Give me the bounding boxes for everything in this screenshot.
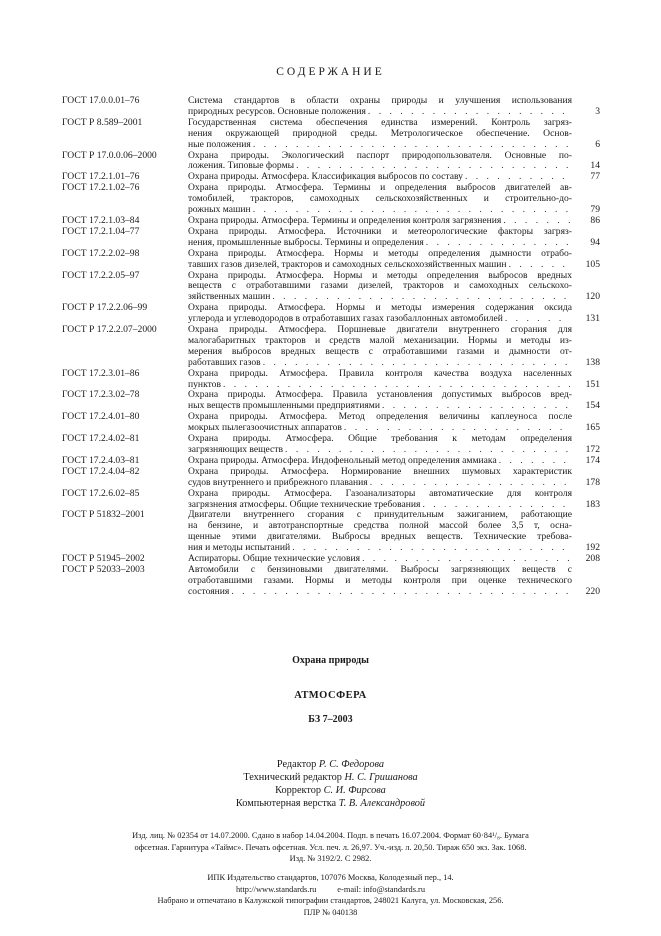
toc-entry <box>62 303 600 325</box>
toc-standard-code: ГОСТ 17.2.4.01–80 <box>62 411 140 423</box>
toc-page-number: 131 <box>585 313 600 325</box>
toc-title-line: Охрана природы. Атмосфера. Нормы и методы определения выбросов вредных <box>188 269 572 281</box>
toc-title-line: Охрана природы. Атмосфера. Правила установления допустимых выбросов вред- <box>188 389 572 401</box>
toc-page-number: 14 <box>590 160 600 172</box>
toc-title-text: углерода и углеводородов в отработавших газах газобаллонных автомобилей <box>188 313 503 325</box>
toc-title <box>188 434 572 456</box>
toc-title <box>188 390 572 412</box>
toc-title-line: щенные этими двигателями. Выбросы вредных веществ. Технические требова- <box>188 531 572 543</box>
collection-heading: АТМОСФЕРА <box>294 690 367 701</box>
toc-standard-code: ГОСТ Р 17.2.2.06–99 <box>62 302 148 314</box>
toc-title-line: Охрана природы. Атмосфера. Общие требования к методам определения <box>188 433 572 445</box>
toc-standard-code: ГОСТ 17.2.6.02–85 <box>62 487 140 499</box>
toc-entry <box>62 183 600 216</box>
toc-entry <box>62 151 600 173</box>
toc-standard-code: ГОСТ 17.2.4.02–81 <box>62 433 140 445</box>
toc-title-line: Охрана природы. Атмосфера. Нормирование внешних шумовых характеристик <box>188 465 572 477</box>
toc-title-text: зяйственных машин <box>188 291 271 303</box>
toc-title-text: природных ресурсов. Основные положения <box>188 105 366 117</box>
toc-title-text: Охрана природы. Атмосфера. Термины и определения контроля загрязнения <box>188 214 502 226</box>
toc-title <box>188 227 572 249</box>
toc-title-line: Государственная система обеспечения единства измерений. Контроль загряз- <box>188 116 572 128</box>
toc-standard-code: ГОСТ 17.2.1.04–77 <box>62 225 140 237</box>
credit-line <box>0 797 661 810</box>
toc-standard-code: ГОСТ Р 17.2.2.07–2000 <box>62 324 157 336</box>
toc-entry <box>62 412 600 434</box>
toc-page-number: 6 <box>595 138 600 150</box>
toc-title-line: Автомобили с бензиновыми двигателями. Выбросы загрязняющих веществ с <box>188 563 572 575</box>
toc-standard-code: ГОСТ 17.2.2.02–98 <box>62 247 140 259</box>
toc-entry <box>62 369 600 391</box>
toc-title-line: Охрана природы. Атмосфера. Нормы и методы измерения содержания оксида <box>188 302 572 314</box>
toc-title <box>188 96 572 118</box>
leader-dots <box>509 260 570 271</box>
toc-title <box>188 565 572 598</box>
credit-name: Р. С. Федорова <box>318 759 385 770</box>
toc-title-text: пунктов <box>188 378 221 390</box>
toc-title-line: Охрана природы. Экологический паспорт природопользователя. Основные по- <box>188 149 572 161</box>
toc-page-number: 165 <box>585 422 600 434</box>
credit-line <box>0 784 661 797</box>
toc-entry <box>62 467 600 489</box>
toc-title-line <box>188 260 572 271</box>
toc-entry <box>62 434 600 456</box>
publisher-line: http://www.standards.ru e-mail: info@standards.ru <box>235 884 426 894</box>
toc-standard-code: ГОСТ 17.2.2.05–97 <box>62 269 140 281</box>
toc-title-line: малогабаритных тракторов и средств малой механизации. Нормы и методы из- <box>188 334 572 346</box>
toc-title-text: нения, промышленные выбросы. Термины и определения <box>188 236 424 248</box>
toc-page-number: 154 <box>585 400 600 412</box>
toc-title-line: Система стандартов в области охраны природы и улучшения использования <box>188 95 572 106</box>
toc-title <box>188 369 572 391</box>
toc-standard-code: ГОСТ 17.2.1.02–76 <box>62 182 140 194</box>
toc-page-number: 138 <box>585 356 600 368</box>
toc-page-number: 208 <box>585 553 600 565</box>
toc-title-line: Охрана природы. Атмосфера. Газоанализаторы автоматические для контроля <box>188 487 572 499</box>
toc-standard-code: ГОСТ 17.2.1.01–76 <box>62 171 140 183</box>
toc-title-text: ложения. Типовые формы <box>188 160 295 172</box>
toc-standard-code: ГОСТ Р 17.0.0.06–2000 <box>62 149 157 161</box>
toc-title-line: отработавшими газами. Нормы и методы контроля при оценке технического <box>188 574 572 586</box>
toc-title-text: работавших газов <box>188 356 261 368</box>
toc-title-line: Двигатели внутреннего сгорания с принудительным зажиганием, работающие <box>188 509 572 521</box>
imprint-line: Изд. № 3192/2. С 2982. <box>289 854 372 863</box>
toc-title-text: ния и методы испытаний <box>188 542 291 554</box>
toc-title <box>188 467 572 489</box>
imprint-line: Изд. лиц. № 02354 от 14.07.2000. Сдано в набор 14.04.2004. Подп. в печать 16.07.2004. Формат 60·84¹/₈. Бумага <box>132 831 529 840</box>
section-title: Охрана природы <box>292 655 369 666</box>
credit-line <box>0 758 661 771</box>
toc-entry <box>62 227 600 249</box>
toc-title <box>188 151 572 173</box>
toc-page-number: 120 <box>585 291 600 303</box>
toc-title-line: Охрана природы. Атмосфера. Нормы и методы определения дымности отрабо- <box>188 247 572 259</box>
toc-entry <box>62 96 600 118</box>
toc-standard-code: ГОСТ Р 51945–2002 <box>62 553 145 565</box>
toc-page-number: 151 <box>585 378 600 390</box>
toc-entry <box>62 510 600 554</box>
toc-title-text: судов внутреннего и прибрежного плавания <box>188 476 368 488</box>
toc-entry <box>62 118 600 151</box>
credits-block <box>0 758 661 810</box>
toc-page-number: 192 <box>585 542 600 554</box>
toc-title-text: ных веществ промышленными предприятиями <box>188 400 380 412</box>
toc-page-number: 178 <box>585 476 600 488</box>
toc-title <box>188 510 572 554</box>
publisher-line: ИПК Издательство стандартов, 107076 Москва, Колодезный пер., 14. <box>207 873 454 882</box>
toc-standard-code: ГОСТ 17.2.4.03–81 <box>62 454 140 466</box>
toc-page-number: 105 <box>585 258 600 270</box>
toc-page-number: 77 <box>590 171 600 183</box>
toc-title-line: веществ с отработавшими газами дизелей, тракторов и самоходных сельскохо- <box>188 280 572 292</box>
toc-title-text: Аспираторы. Общие технические условия <box>188 553 361 565</box>
toc-title-line <box>188 478 572 489</box>
toc-standard-code: ГОСТ 17.2.3.01–86 <box>62 367 140 379</box>
toc-page-number: 172 <box>585 444 600 455</box>
leader-dots <box>370 478 570 489</box>
page-title: СОДЕРЖАНИЕ <box>276 66 385 78</box>
toc-title-line: Охрана природы. Атмосфера. Метод определения величины каплеуноса после <box>188 411 572 423</box>
publisher-line: ПЛР № 040138 <box>303 907 358 917</box>
toc-standard-code: ГОСТ 17.0.0.01–76 <box>62 95 140 106</box>
toc-title <box>188 183 572 216</box>
credit-role: Компьютерная верстка <box>235 798 339 809</box>
toc-title-text: ные положения <box>188 138 251 150</box>
toc-title-text: загрязняющих веществ <box>188 444 284 455</box>
toc-standard-code: ГОСТ Р 51832–2001 <box>62 509 145 521</box>
toc-title-text: Охрана природы. Атмосфера. Классификация выбросов по составу <box>188 171 463 183</box>
toc-title-line: томобилей, тракторов, самоходных сельскохозяйственных и строительно-до- <box>188 193 572 205</box>
toc-entry <box>62 390 600 412</box>
bz-number: БЗ 7–2003 <box>308 714 353 725</box>
credit-name: Н. С. Гришанова <box>344 772 418 783</box>
credit-role: Редактор <box>276 759 319 770</box>
toc-title-line: на бензине, и автотранспортные средства полной массой более 3,5 т, осна- <box>188 520 572 532</box>
toc-title-text: рожных машин <box>188 204 251 216</box>
credit-line <box>0 771 661 784</box>
credit-role: Корректор <box>275 785 324 796</box>
leader-dots <box>231 587 570 598</box>
toc-page-number: 86 <box>590 214 600 226</box>
imprint-line: офсетная. Гарнитура «Таймс». Печать офсетная. Усл. печ. л. 26,97. Уч.-изд. л. 20,50. Тираж 650 экз. Зак. 1068. <box>134 842 527 852</box>
toc-title <box>188 271 572 304</box>
toc-title-line <box>188 587 572 598</box>
toc-entry <box>62 325 600 369</box>
toc-entry <box>62 249 600 271</box>
toc-title-line: Охрана природы. Атмосфера. Термины и определения выбросов двигателей ав- <box>188 182 572 194</box>
toc-title <box>188 303 572 325</box>
toc-page-number: 220 <box>585 585 600 597</box>
toc-title <box>188 325 572 369</box>
toc-title-text: мокрых пылегазоочистных аппаратов <box>188 422 342 434</box>
imprint-block <box>0 830 661 865</box>
toc-page-number: 174 <box>585 454 600 466</box>
table-of-contents <box>62 96 600 598</box>
toc-standard-code: ГОСТ Р 8.589–2001 <box>62 116 143 128</box>
publisher-block <box>0 872 661 918</box>
toc-title-line: Охрана природы. Атмосфера. Источники и метеорологические факторы загряз- <box>188 225 572 237</box>
toc-title <box>188 489 572 511</box>
toc-title-text: состояния <box>188 585 230 597</box>
credit-role: Технический редактор <box>243 772 345 783</box>
toc-title-line: мерения выбросов вредных веществ с отработавшими газами и дымности от- <box>188 345 572 357</box>
leader-dots <box>253 140 570 151</box>
toc-title-line <box>188 140 572 151</box>
toc-entry <box>62 565 600 598</box>
toc-title <box>188 412 572 434</box>
toc-title-text: Охрана природы. Атмосфера. Индофенольный метод определения аммиака <box>188 454 497 466</box>
toc-standard-code: ГОСТ 17.2.3.02–78 <box>62 389 140 401</box>
toc-entry <box>62 271 600 304</box>
toc-title-text: тавших газов дизелей, тракторов и самоходных сельскохозяйственных машин <box>188 258 507 270</box>
toc-entry <box>62 489 600 511</box>
toc-title <box>188 118 572 151</box>
toc-standard-code: ГОСТ 17.2.4.04–82 <box>62 465 140 477</box>
credit-name: Т. В. Александровой <box>338 798 426 809</box>
toc-title-line: Охрана природы. Атмосфера. Поршневые двигатели внутреннего сгорания для <box>188 324 572 336</box>
toc-page-number: 3 <box>595 105 600 117</box>
toc-title <box>188 249 572 271</box>
toc-page-number: 183 <box>585 498 600 510</box>
toc-standard-code: ГОСТ 17.2.1.03–84 <box>62 214 140 226</box>
toc-page-number: 94 <box>590 236 600 248</box>
toc-page-number: 79 <box>590 204 600 216</box>
toc-title-text: загрязнения атмосферы. Общие технические требования <box>188 498 421 510</box>
publisher-line: Набрано и отпечатано в Калужской типографии стандартов, 248021 Калуга, ул. Московская, 256. <box>157 896 504 906</box>
credit-name: С. И. Фирсова <box>323 785 386 796</box>
toc-title-line: нения окружающей природной среды. Метрологическое обеспечение. Основ- <box>188 127 572 139</box>
toc-standard-code: ГОСТ Р 52033–2003 <box>62 563 145 575</box>
toc-title-line: Охрана природы. Атмосфера. Правила контроля качества воздуха населенных <box>188 367 572 379</box>
